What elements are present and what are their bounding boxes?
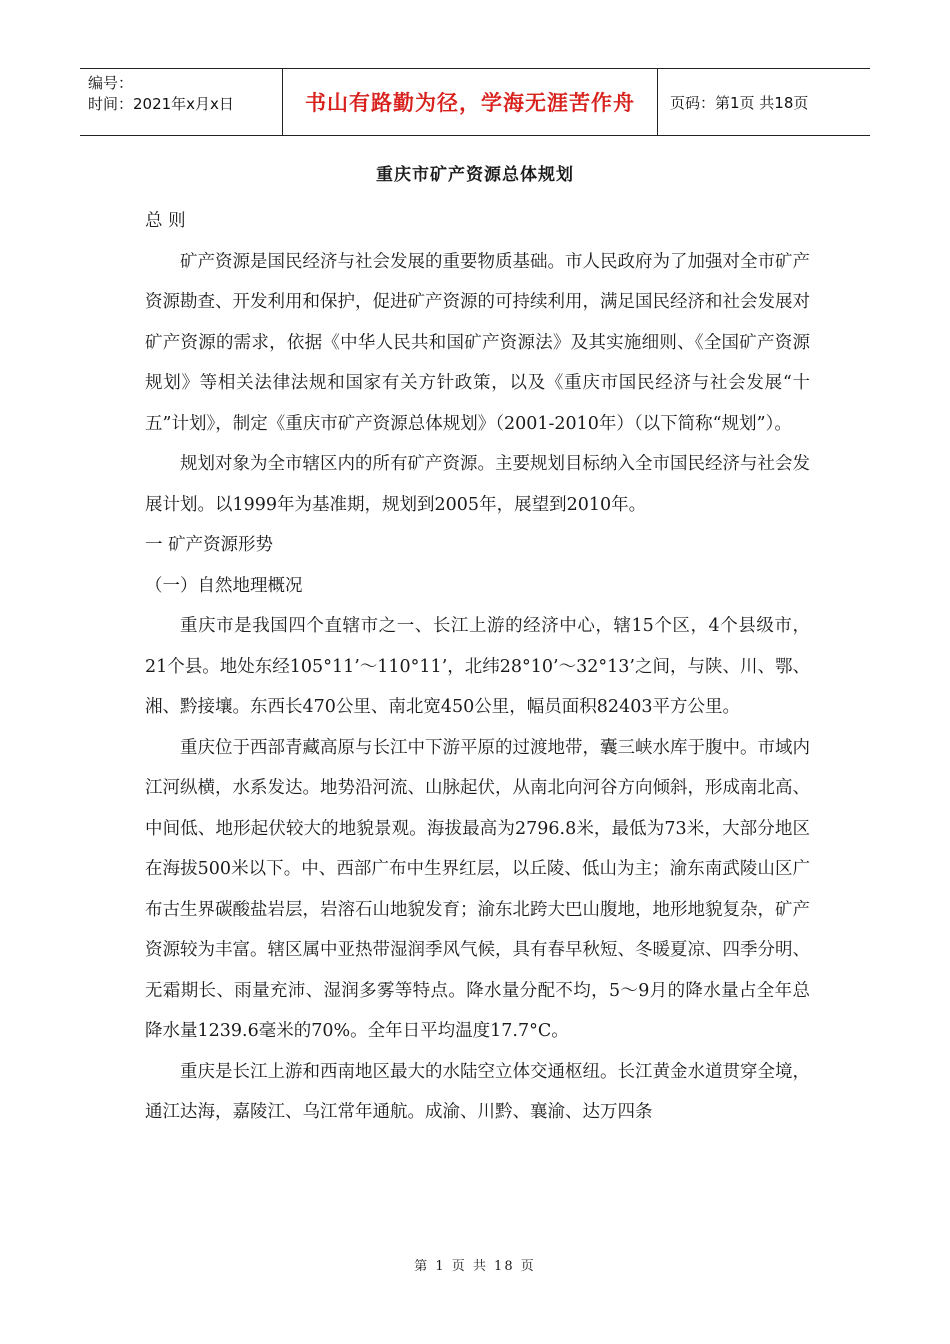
paragraph: 规划对象为全市辖区内的所有矿产资源。主要规划目标纳入全市国民经济与社会发展计划。以1999年为基准期，规划到2005年，展望到2010年。 [145,454,810,515]
serial-label: 编号： [88,74,134,92]
section-heading: 一 矿产资源形势 [145,535,274,555]
section-heading: 总 则 [145,211,186,231]
subsection-heading: （一）自然地理概况 [145,575,303,596]
paragraph: 重庆是长江上游和西南地区最大的水陆空立体交通枢纽。长江黄金水道贯穿全境，通江达海，嘉陵江、乌江常年通航。成渝、川黔、襄渝、达万四条 [145,1061,810,1122]
date-label: 时间：2021年x月x日 [88,95,234,113]
paragraph: 矿产资源是国民经济与社会发展的重要物质基础。市人民政府为了加强对全市矿产资源勘查、开发利用和保护，促进矿产资源的可持续利用，满足国民经济和社会发展对矿产资源的需求，依据《中华人民共和国矿产资源法》及其实施细则、《全国矿产资源规划》等相关法律法规和国家有关方针政策，以及《重庆市国民经济与社会发展“十五”计划》，制定《重庆市矿产资源总体规划》（2001-2010年）（以下简称“规划”）。 [145,251,810,434]
page-header [80,68,870,136]
header-meta [80,69,282,135]
header-motto: 书山有路勤为径，学海无涯苦作舟 [282,69,658,135]
header-page-info: 页码：第1页 共18页 [670,93,809,112]
document-title: 重庆市矿产资源总体规划 [376,165,574,185]
paragraph: 重庆市是我国四个直辖市之一、长江上游的经济中心，辖15个区，4个县级市，21个县。地处东经105°11’～110°11’，北纬28°10’～32°13’之间，与陕、川、鄂、湘、黔接壤。东西长470公里、南北宽450公里，幅员面积82403平方公里。 [145,616,810,717]
page-footer: 第 1 页 共 18 页 [414,1259,536,1274]
document-body [145,201,810,1133]
paragraph: 重庆位于西部青藏高原与长江中下游平原的过渡地带，囊三峡水库于腹中。市域内江河纵横，水系发达。地势沿河流、山脉起伏，从南北向河谷方向倾斜，形成南北高、中间低、地形起伏较大的地貌景观。海拔最高为2796.8米，最低为73米，大部分地区在海拔500米以下。中、西部广布中生界红层，以丘陵、低山为主；渝东南武陵山区广布古生界碳酸盐岩层，岩溶石山地貌发育；渝东北跨大巴山腹地，地形地貌复杂，矿产资源较为丰富。辖区属中亚热带湿润季风气候，具有春早秋短、冬暖夏凉、四季分明、无霜期长、雨量充沛、湿润多雾等特点。降水量分配不均，5～9月的降水量占全年总降水量1239.6毫米的70%。全年日平均温度17.7°C。 [145,737,810,1041]
